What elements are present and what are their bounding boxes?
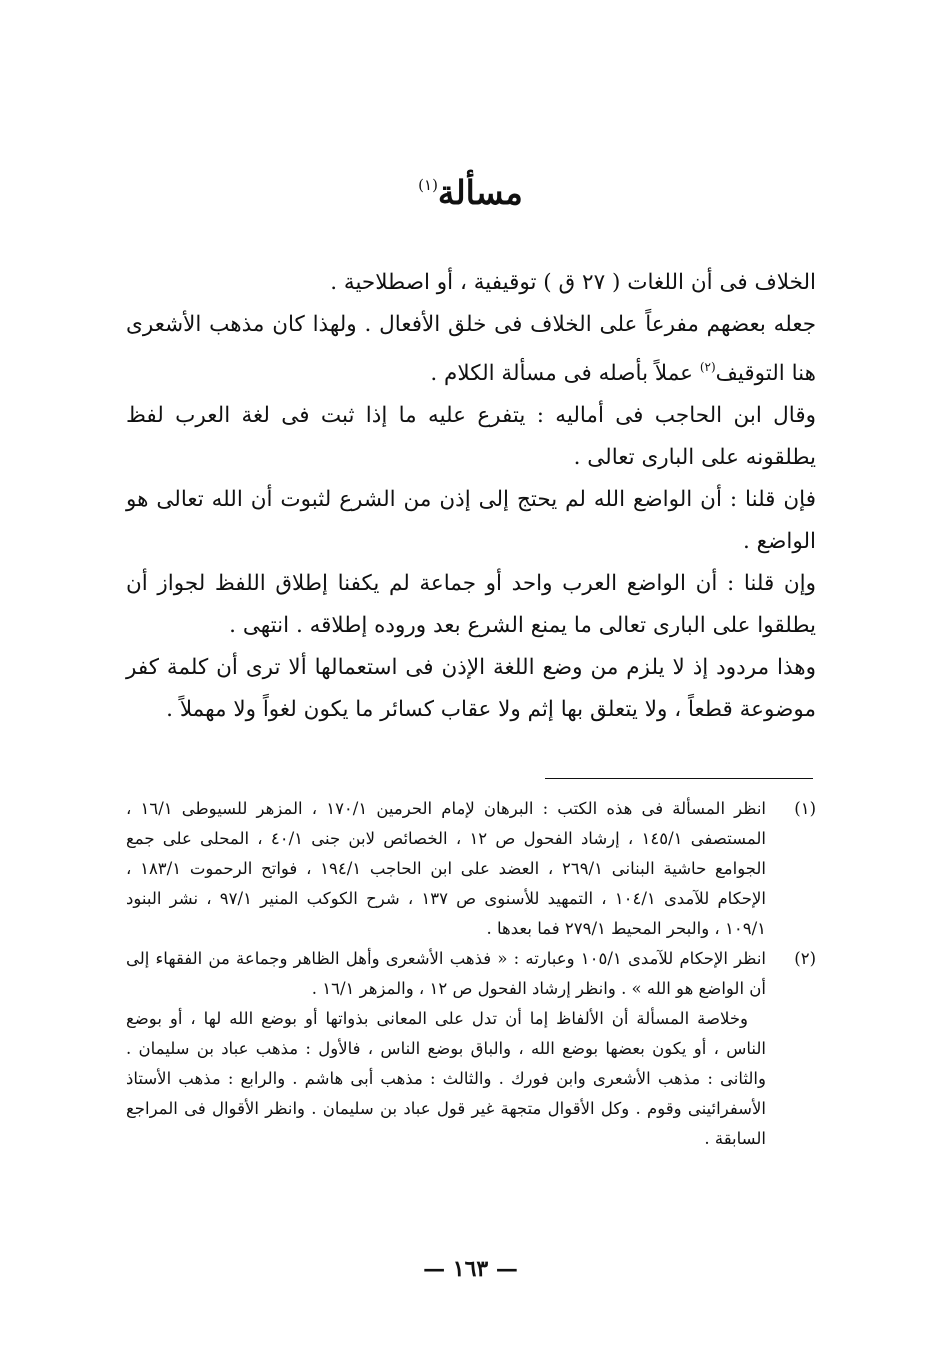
paragraph-2-text-b: عملاً بأصله فى مسألة الكلام .	[430, 361, 700, 386]
footnote-1-text: انظر المسألة فى هذه الكتب : البرهان لإمام الحرمين ١٧٠/١ ، المزهر للسيوطى ١٦/١ ، المستصفى ١٤٥/١ ، إرشاد الفحول ص ١٢ ، الخصائص لابن جنى ٤٠/١ ، المحلى على جمع الجوامع حاشية البنانى ٢٦٩/١ ، العضد على ابن الحاجب ١٩٤/١ ، فواتح الرحموت ١٨٣/١ ، الإحكام للآمدى ١٠٤/١ ، التمهيد للأسنوى ص ١٣٧ ، شرح الكوكب المنير ٩٧/١ ، نشر البنود ١٠٩/١ ، والبحر المحيط ٢٧٩/١ فما بعدها .	[126, 799, 767, 938]
page-number: — ١٦٣ —	[423, 1256, 518, 1282]
paragraph-1: الخلاف فى أن اللغات ( ٢٧ ق ) توقيفية ، أو اصطلاحية .	[330, 270, 816, 295]
footnote-2-text: انظر الإحكام للآمدى ١٠٥/١ وعبارته : « فذهب الأشعرى وأهل الظاهر وجماعة من الفقهاء إلى أن الواضع هو الله » . وانظر إرشاد الفحول ص ١٢ ، والمزهر ١٦/١ .	[126, 949, 767, 998]
paragraph-3: وقال ابن الحاجب فى أماليه : يتفرع عليه ما إذا ثبت فى لغة العرب لفظ يطلقونه على البارى تعالى .	[126, 403, 816, 470]
footnote-1	[126, 794, 816, 944]
footnote-text	[126, 794, 766, 944]
footnote-ref-2: (٢)	[699, 360, 716, 374]
footnote-text	[126, 944, 766, 1154]
footnotes	[126, 794, 816, 1154]
title-footnote-ref: (١)	[418, 176, 438, 194]
paragraph-2-text-a: جعله بعضهم مفرعاً على الخلاف فى خلق الأفعال . ولهذا كان مذهب الأشعرى هنا التوقيف	[126, 312, 816, 386]
title-text: مسألة	[437, 173, 523, 212]
paragraph-2	[126, 304, 816, 395]
footnote-number: (٢)	[794, 949, 816, 968]
main-body	[126, 262, 816, 731]
footnote-2-continuation: وخلاصة المسألة أن الألفاظ إما أن تدل على المعانى بذواتها أو بوضع الله لها ، أو بوضع الناس ، أو يكون بعضها بوضع الله ، والباق بوضع الناس ، فالأول : مذهب عباد بن سليمان . والثانى : مذهب الأشعرى وابن فورك . والثالث : مذهب أبى هاشم . والرابع : مذهب الأستاذ الأسفرائينى وقوم . وكل الأقوال متجهة غير قول عباد بن سليمان . وانظر الأقوال فى المراجع السابقة .	[126, 1009, 766, 1148]
footnote-number: (١)	[794, 799, 816, 818]
page-title	[0, 160, 941, 218]
footnote-2	[126, 944, 816, 1154]
footnote-divider	[545, 778, 813, 779]
paragraph-6: وهذا مردود إذ لا يلزم من وضع اللغة الإذن فى استعمالها ألا ترى أن كلمة كفر موضوعة قطعاً ، ولا يتعلق بها إثم ولا عقاب كسائر ما يكون لغواً ولا مهملاً .	[126, 655, 816, 722]
paragraph-4: فإن قلنا : أن الواضع الله لم يحتج إلى إذن من الشرع لثبوت أن الله تعالى هو الواضع .	[126, 487, 816, 554]
paragraph-5: وإن قلنا : أن الواضع العرب واحد أو جماعة لم يكفنا إطلاق اللفظ لجواز أن يطلقوا على البارى تعالى ما يمنع الشرع بعد وروده إطلاقه . انتهى .	[126, 571, 816, 638]
